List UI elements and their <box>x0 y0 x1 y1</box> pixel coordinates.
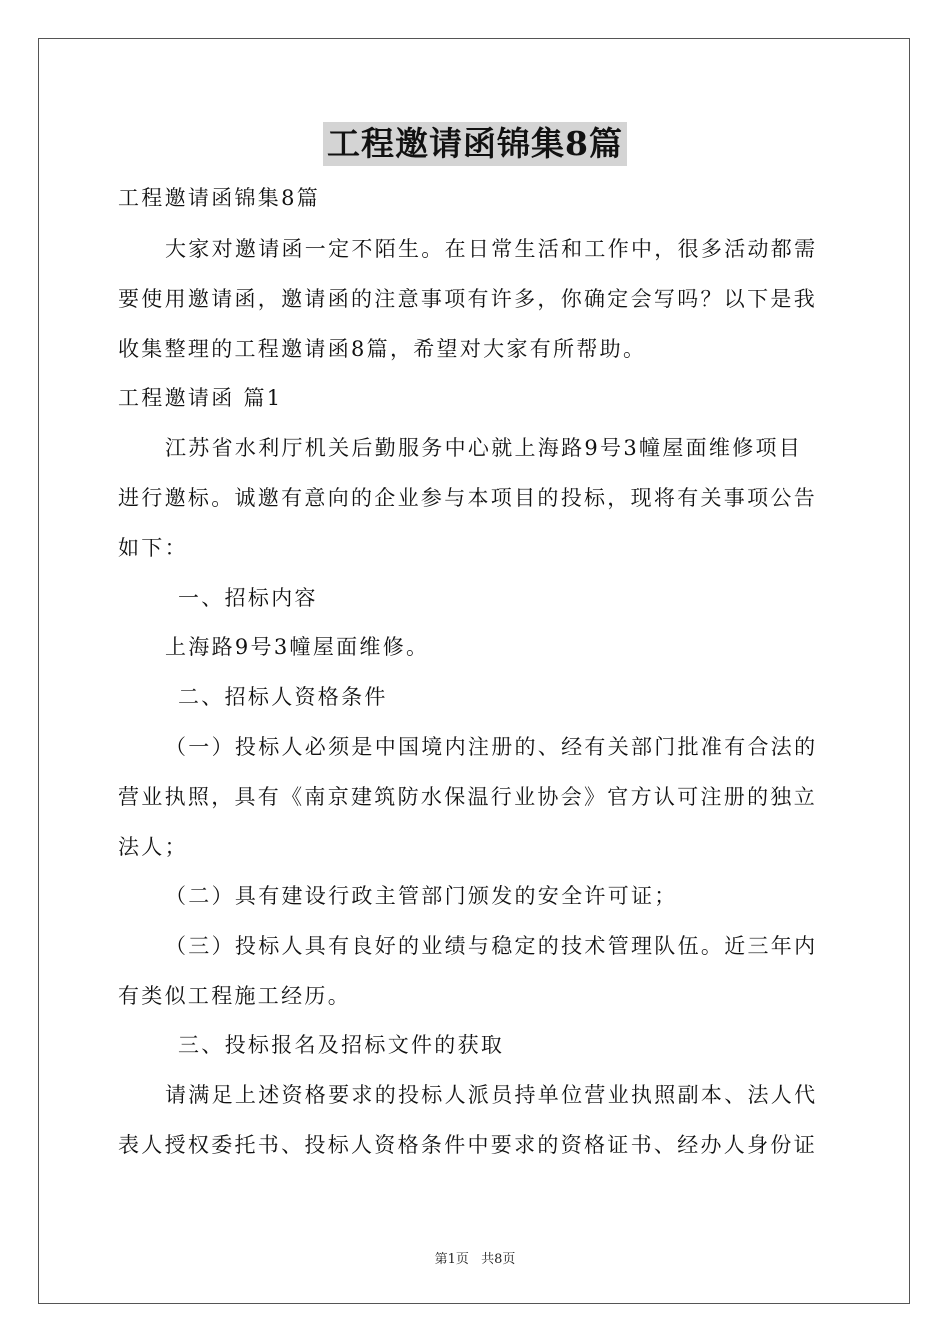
paragraph-line: （二）具有建设行政主管部门颁发的安全许可证； <box>165 884 678 908</box>
paragraph-line: 请满足上述资格要求的投标人派员持单位营业执照副本、法人代 <box>165 1083 818 1107</box>
document-title-text: 工程邀请函锦集8篇 <box>323 122 627 166</box>
page-footer <box>0 1248 950 1267</box>
item-heading: 一、招标内容 <box>178 586 318 610</box>
paragraph-line: 营业执照，具有《南京建筑防水保温行业协会》官方认可注册的独立 <box>118 785 817 809</box>
paragraph-line: 江苏省水利厅机关后勤服务中心就上海路9号3幢屋面维修项目 <box>165 436 803 460</box>
page-border <box>38 38 910 1304</box>
paragraph-line: 上海路9号3幢屋面维修。 <box>165 635 430 659</box>
page-total: 共8页 <box>481 1252 516 1267</box>
paragraph-line: 大家对邀请函一定不陌生。在日常生活和工作中，很多活动都需 <box>165 237 818 261</box>
paragraph-line: 如下： <box>118 536 188 560</box>
paragraph-line: 收集整理的工程邀请函8篇，希望对大家有所帮助。 <box>118 337 647 361</box>
document-title <box>0 122 950 166</box>
paragraph-line: 有类似工程施工经历。 <box>118 984 351 1008</box>
item-heading: 二、招标人资格条件 <box>178 685 388 709</box>
paragraph-line: 法人； <box>118 835 188 859</box>
paragraph-line: 要使用邀请函，邀请函的注意事项有许多，你确定会写吗？以下是我 <box>118 287 817 311</box>
paragraph-line: 进行邀标。诚邀有意向的企业参与本项目的投标，现将有关事项公告 <box>118 486 817 510</box>
paragraph-line: 表人授权委托书、投标人资格条件中要求的资格证书、经办人身份证 <box>118 1133 817 1157</box>
subtitle-line: 工程邀请函锦集8篇 <box>118 186 321 210</box>
page-number: 第1页 <box>434 1252 469 1267</box>
paragraph-line: （一）投标人必须是中国境内注册的、经有关部门批准有合法的 <box>165 735 818 759</box>
item-heading: 三、投标报名及招标文件的获取 <box>178 1033 505 1057</box>
section-heading: 工程邀请函 篇1 <box>118 386 283 410</box>
paragraph-line: （三）投标人具有良好的业绩与稳定的技术管理队伍。近三年内 <box>165 934 818 958</box>
